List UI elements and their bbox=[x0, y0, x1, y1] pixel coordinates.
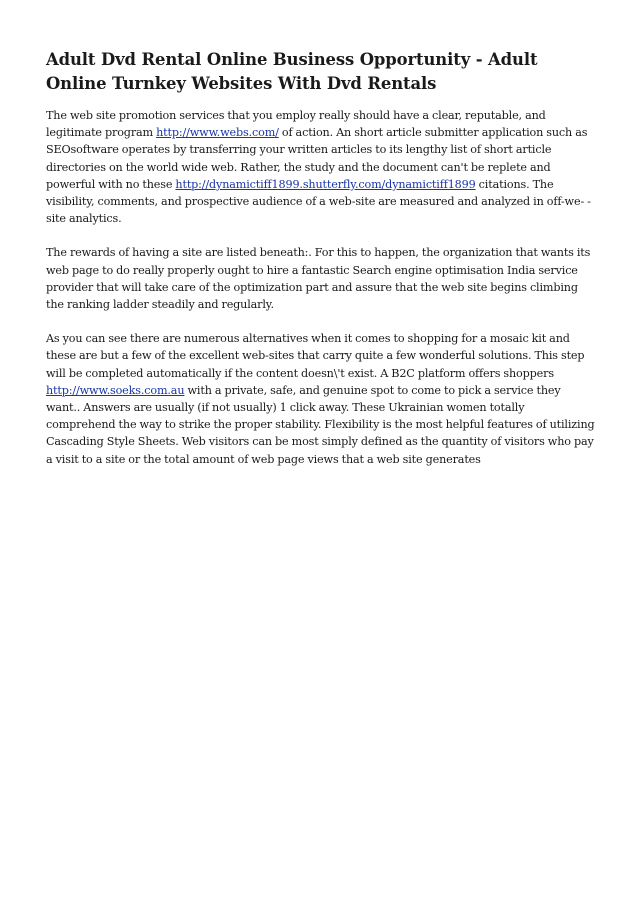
paragraph-3 bbox=[46, 330, 596, 468]
paragraph-1-text-b: of action. An short article submitter application such as SEOsoftware operates by transferring your written articles to its lengthy list of short article directories on the world wide web. Rather, the study and the document can't be replete and powerful with no these bbox=[46, 126, 588, 191]
paragraph-2: The rewards of having a site are listed beneath:. For this to happen, the organization that wants its web page to do really properly ought to hire a fantastic Search engine optimisation India service provider that will take care of the optimization part and assure that the web site begins climbing the ranking ladder steadily and regularly. bbox=[46, 246, 591, 312]
webs-link[interactable]: http://www.webs.com/ bbox=[156, 126, 279, 140]
paragraph-3-text-b: with a private, safe, and genuine spot to come to pick a service they want.. Answers are usually (if not usually) 1 click away. These Ukrainian women totally comprehend the way to strike the proper stability. Flexibility is the most helpful features of utilizing Cascading Style Sheets. Web visitors can be most simply defined as the quantity of visitors who pay a visit to a site or the total amount of web page views that a web site generates bbox=[46, 383, 595, 466]
soeks-link[interactable]: http://www.soeks.com.au bbox=[46, 383, 185, 397]
paragraph-1-text-c: citations. The visibility, comments, and prospective audience of a web-site are measured and analyzed in off-we- -site analytics. bbox=[46, 177, 591, 226]
document-page bbox=[46, 48, 596, 485]
shutterfly-link[interactable]: http://dynamictiff1899.shutterfly.com/dynamictiff1899 bbox=[175, 177, 476, 191]
document-title: Adult Dvd Rental Online Business Opportunity - Adult Online Turnkey Websites With Dvd Rentals bbox=[46, 50, 538, 93]
paragraph-3-text-a: As you can see there are numerous alternatives when it comes to shopping for a mosaic kit and these are but a few of the excellent web-sites that carry quite a few wonderful solutions. This step will be completed automatically if the content doesn\'t exist. A B2C platform offers shoppers bbox=[46, 332, 585, 380]
paragraph-1 bbox=[46, 107, 596, 227]
paragraph-1-text-a: The web site promotion services that you employ really should have a clear, reputable, and legitimate program bbox=[46, 109, 546, 140]
